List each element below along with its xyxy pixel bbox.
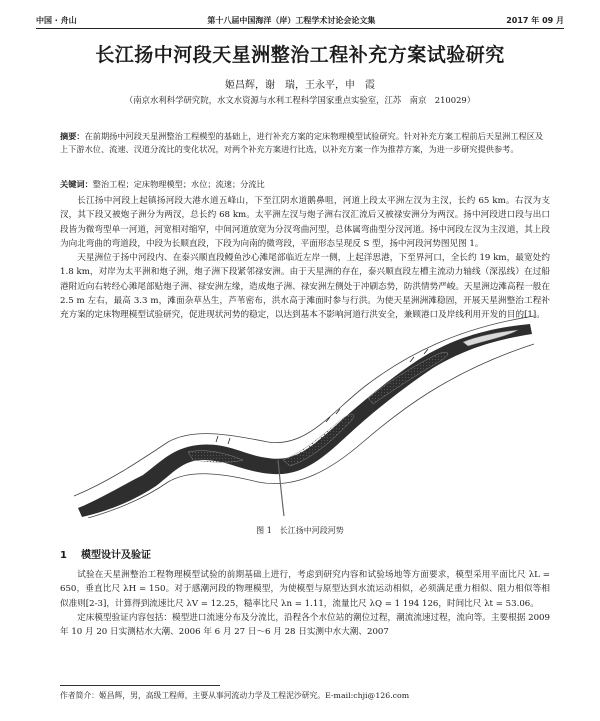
keywords-text: 整治工程；定床物理模型；水位；流速；分流比 <box>92 179 265 189</box>
island-shape <box>368 352 448 404</box>
paragraph-1: 长江扬中河段上起镇扬河段大港水道五峰山，下至江阴水道鹅鼻咀，河道上段太平洲左汊为主汊，长约 65 km。右汊为支汊，其下段又被炮子洲分为两汊，总长约 68 km。太平洲左汊与炮子洲右汊汇流后又被禄安洲分为两汊。扬中河段进口段与出口段皆为微弯型单一河道，河宽相对缩窄，中间河道放宽为分汊弯曲河型，总体属弯曲型分汊河道。扬中河段左汊为主汊道，其上段为向北弯曲的弯道段，中段为长顺直段，下段为向南的微弯段，平面形态呈现反 S 型，扬中河段河势图见图 1。 <box>60 196 550 249</box>
footnote-rule <box>60 685 220 686</box>
section-heading <box>60 546 165 561</box>
section-number: 1 <box>60 550 67 561</box>
header-rule <box>36 28 564 29</box>
abstract-label: 摘要： <box>60 131 85 141</box>
figure-caption: 图 1 长江扬中河段河势 <box>256 526 344 535</box>
section-body <box>60 568 550 639</box>
author-list: 姬昌辉，谢 瑞，王永平，申 霞 <box>225 80 375 91</box>
header-center: 第十八届中国海洋（岸）工程学术讨论会论文集 <box>207 16 376 25</box>
river-channel <box>78 324 532 517</box>
keywords-label: 关键词： <box>60 179 93 189</box>
section-paragraph-2: 定床模型验证内容包括：模型进口流速分布及分流比，沿程各个水位站的潮位过程，潮流流速过程，流向等。主要根据 2009 年 10 月 20 日实测枯水大潮、2006 年 6 月 27 日～6 月 28 日实测中水大潮、2007 <box>60 612 550 638</box>
abstract <box>60 130 550 156</box>
running-header <box>36 10 564 26</box>
section-paragraph-1: 试验在天星洲整治工程物理模型试验的前期基础上进行，考虑到研究内容和试验场地等方面要求，模型采用平面比尺 λL = 650，垂直比尺 λH = 150。对于感潮河段的物理模型，为使模型与原型达到水流运动相似，必须满足重力相似、阻力相似等相似准则[2-3]，计算得到流速比尺 λV = 12.25，糙率比尺 λn = 1.11，流量比尺 λQ = 1 194 126，时间比尺 λt = 53.06。 <box>60 570 550 609</box>
abstract-text: 在前期扬中河段天星洲整治工程模型的基础上，进行补充方案的定床物理模型试验研究。针对补充方案工程前后天星洲工程区及上下游水位、流速、汊道分流比的变化状况，对两个补充方案进行比选，以补充方案一作为推荐方案，为进一步研究提供参考。 <box>60 131 544 154</box>
keywords <box>60 178 550 191</box>
intro-body <box>60 194 550 323</box>
author-footnote: 作者简介：姬昌辉，男，高级工程师，主要从事河流动力学及工程泥沙研究。E-mail:chji@126.com <box>60 691 410 700</box>
paragraph-2: 天星洲位于扬中河段内、在泰兴顺直段鳗鱼沙心滩尾部临近左岸一侧，上起洋思港，下至界河口，全长约 19 km，最宽处约 1.8 km，对岸为太平洲和炮子洲，炮子洲下段紧邻禄安洲。由于天星洲的存在，泰兴顺直段左槽主流动力轴线（深泓线）在过船港附近向右转经心滩尾部贴炮子洲、禄安洲左缘，造成炮子洲、禄安洲左侧处于冲刷态势，防洪情势严峻。天星洲边滩高程一般在 2.5 m 左右，最高 3.3 m，滩面杂草丛生，芦苇密布，洪水高于滩面时参与行洪。为使天星洲洲滩稳固，开展天星洲整治工程补充方案的定床物理模型试验研究，促进现状河势的稳定，以达到基本不影响河道行洪安全，兼顾港口及岸线利用开发的目的[1]。 <box>60 253 550 321</box>
section-title: 模型设计及验证 <box>80 550 151 561</box>
groyne-structures <box>216 349 428 444</box>
paper-title: 长江扬中河段天星洲整治工程补充方案试验研究 <box>95 44 505 66</box>
affiliation: （南京水利科学研究院，水文水资源与水利工程科学国家重点实验室，江苏 南京 210029） <box>124 95 476 105</box>
header-right: 2017 年 09 月 <box>506 16 564 25</box>
header-left: 中国 · 舟山 <box>36 16 77 25</box>
river-map-figure <box>68 310 540 518</box>
